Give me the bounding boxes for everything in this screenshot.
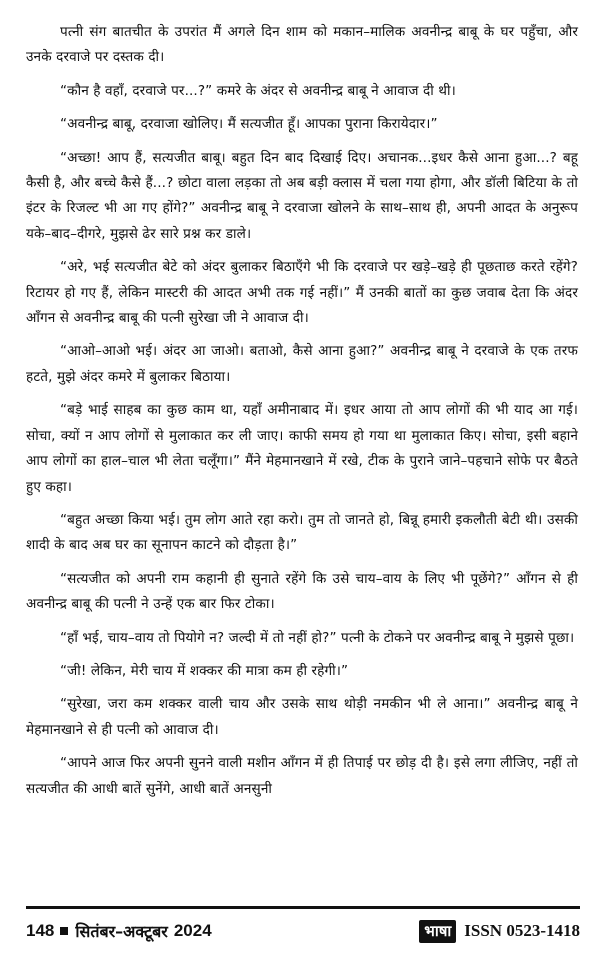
paragraph: “बहुत अच्छा किया भई। तुम लोग आते रहा करो। तुम तो जानते हो, बिन्नू हमारी इकलौती बेटी थी। उसकी शादी के बाद अब घर का सूनापन काटने को दौड़ता है।” <box>26 511 578 554</box>
paragraph: “जी! लेकिन, मेरी चाय में शक्कर की मात्रा कम ही रहेगी।” <box>60 662 349 679</box>
paragraph: “सत्यजीत को अपनी राम कहानी ही सुनाते रहेंगे कि उसे चाय–वाय के लिए भी पूछेंगे?” आँगन से ही अवनीन्द्र बाबू की पत्नी ने उन्हें एक बार फिर टोका। <box>26 570 578 613</box>
paragraph: पत्नी संग बातचीत के उपरांत मैं अगले दिन शाम को मकान–मालिक अवनीन्द्र बाबू के घर पहुँचा, और उनके दरवाजे पर दस्तक दी। <box>26 24 578 66</box>
paragraph: “कौन है वहाँ, दरवाजे पर...?” कमरे के अंदर से अवनीन्द्र बाबू ने आवाज दी थी। <box>60 82 456 99</box>
issue-year: 2024 <box>173 921 212 940</box>
paragraph: “आपने आज फिर अपनी सुनने वाली मशीन आँगन में ही तिपाई पर छोड़ दी है। इसे लगा लीजिए, नहीं तो सत्यजीत की आधी बातें सुनेंगे, आधी बातें अनसुनी <box>26 755 578 797</box>
paragraph: “बड़े भाई साहब का कुछ काम था, यहाँ अमीनाबाद में। इधर आया तो आप लोगों की भी याद आ गई। सोचा, क्यों न आप लोगों से मुलाकात कर ली जाए। काफी समय हो गया था मुलाकात किए। सोचा, इसी बहाने आप लोगों का हाल–चाल भी लेता चलूँगा।” मैंने मेहमानखाने में रखे, टीक के पुराने जाने–पहचाने सोफे पर बैठते हुए कहा। <box>26 402 578 495</box>
paragraph: “अच्छा! आप हैं, सत्यजीत बाबू। बहुत दिन बाद दिखाई दिए। अचानक...इधर कैसे आना हुआ...? बहू कैसी है, और बच्चे कैसे हैं...? छोटा वाला लड़का तो अब बड़ी क्लास में चला गया होगा, और डॉली बिटिया के तो इंटर के रिजल्ट भी आ गए होंगे?” अवनीन्द्र बाबू ने दरवाजा खोलने के साथ–साथ ही, अपनी आदत के अनुरूप यके–बाद–दीगरे, मुझसे ढेर सारे प्रश्न कर डाले। <box>26 149 578 242</box>
magazine-logo: भाषा <box>419 920 456 943</box>
paragraph: “अरे, भई सत्यजीत बेटे को अंदर बुलाकर बिठाएँगे भी कि दरवाजे पर खड़े–खड़े ही पूछताछ करते रहेंगे? रिटायर हो गए हैं, लेकिन मास्टरी की आदत अभी तक गई नहीं।” मैं उनकी बातों का कुछ जवाब देता कि अंदर आँगन से अवनीन्द्र बाबू की पत्नी सुरेखा जी ने आवाज दी। <box>26 259 578 327</box>
page-footer <box>26 914 580 948</box>
footer-issue-info <box>26 920 212 942</box>
square-bullet-icon <box>60 927 68 935</box>
paragraph: “आओ–आओ भई। अंदर आ जाओ। बताओ, कैसे आना हुआ?” अवनीन्द्र बाबू ने दरवाजे के एक तरफ हटते, मुझे अंदर कमरे में बुलाकर बिठाया। <box>26 343 578 385</box>
story-body <box>26 20 578 810</box>
issue-month: सितंबर–अक्टूबर <box>75 922 168 941</box>
issn-number: ISSN 0523-1418 <box>464 921 580 940</box>
footer-publication-info <box>419 920 580 943</box>
paragraph: “सुरेखा, जरा कम शक्कर वाली चाय और उसके साथ थोड़ी नमकीन भी ले आना।” अवनीन्द्र बाबू ने मेहमानखाने से ही पत्नी को आवाज दी। <box>26 696 578 738</box>
footer-divider <box>26 906 580 909</box>
page-number: 148 <box>26 921 55 940</box>
paragraph: “अवनीन्द्र बाबू, दरवाजा खोलिए। मैं सत्यजीत हूँ। आपका पुराना किरायेदार।” <box>60 116 438 133</box>
paragraph: “हाँ भई, चाय–वाय तो पियोगे न? जल्दी में तो नहीं हो?” पत्नी के टोकने पर अवनीन्द्र बाबू ने मुझसे पूछा। <box>60 629 575 646</box>
